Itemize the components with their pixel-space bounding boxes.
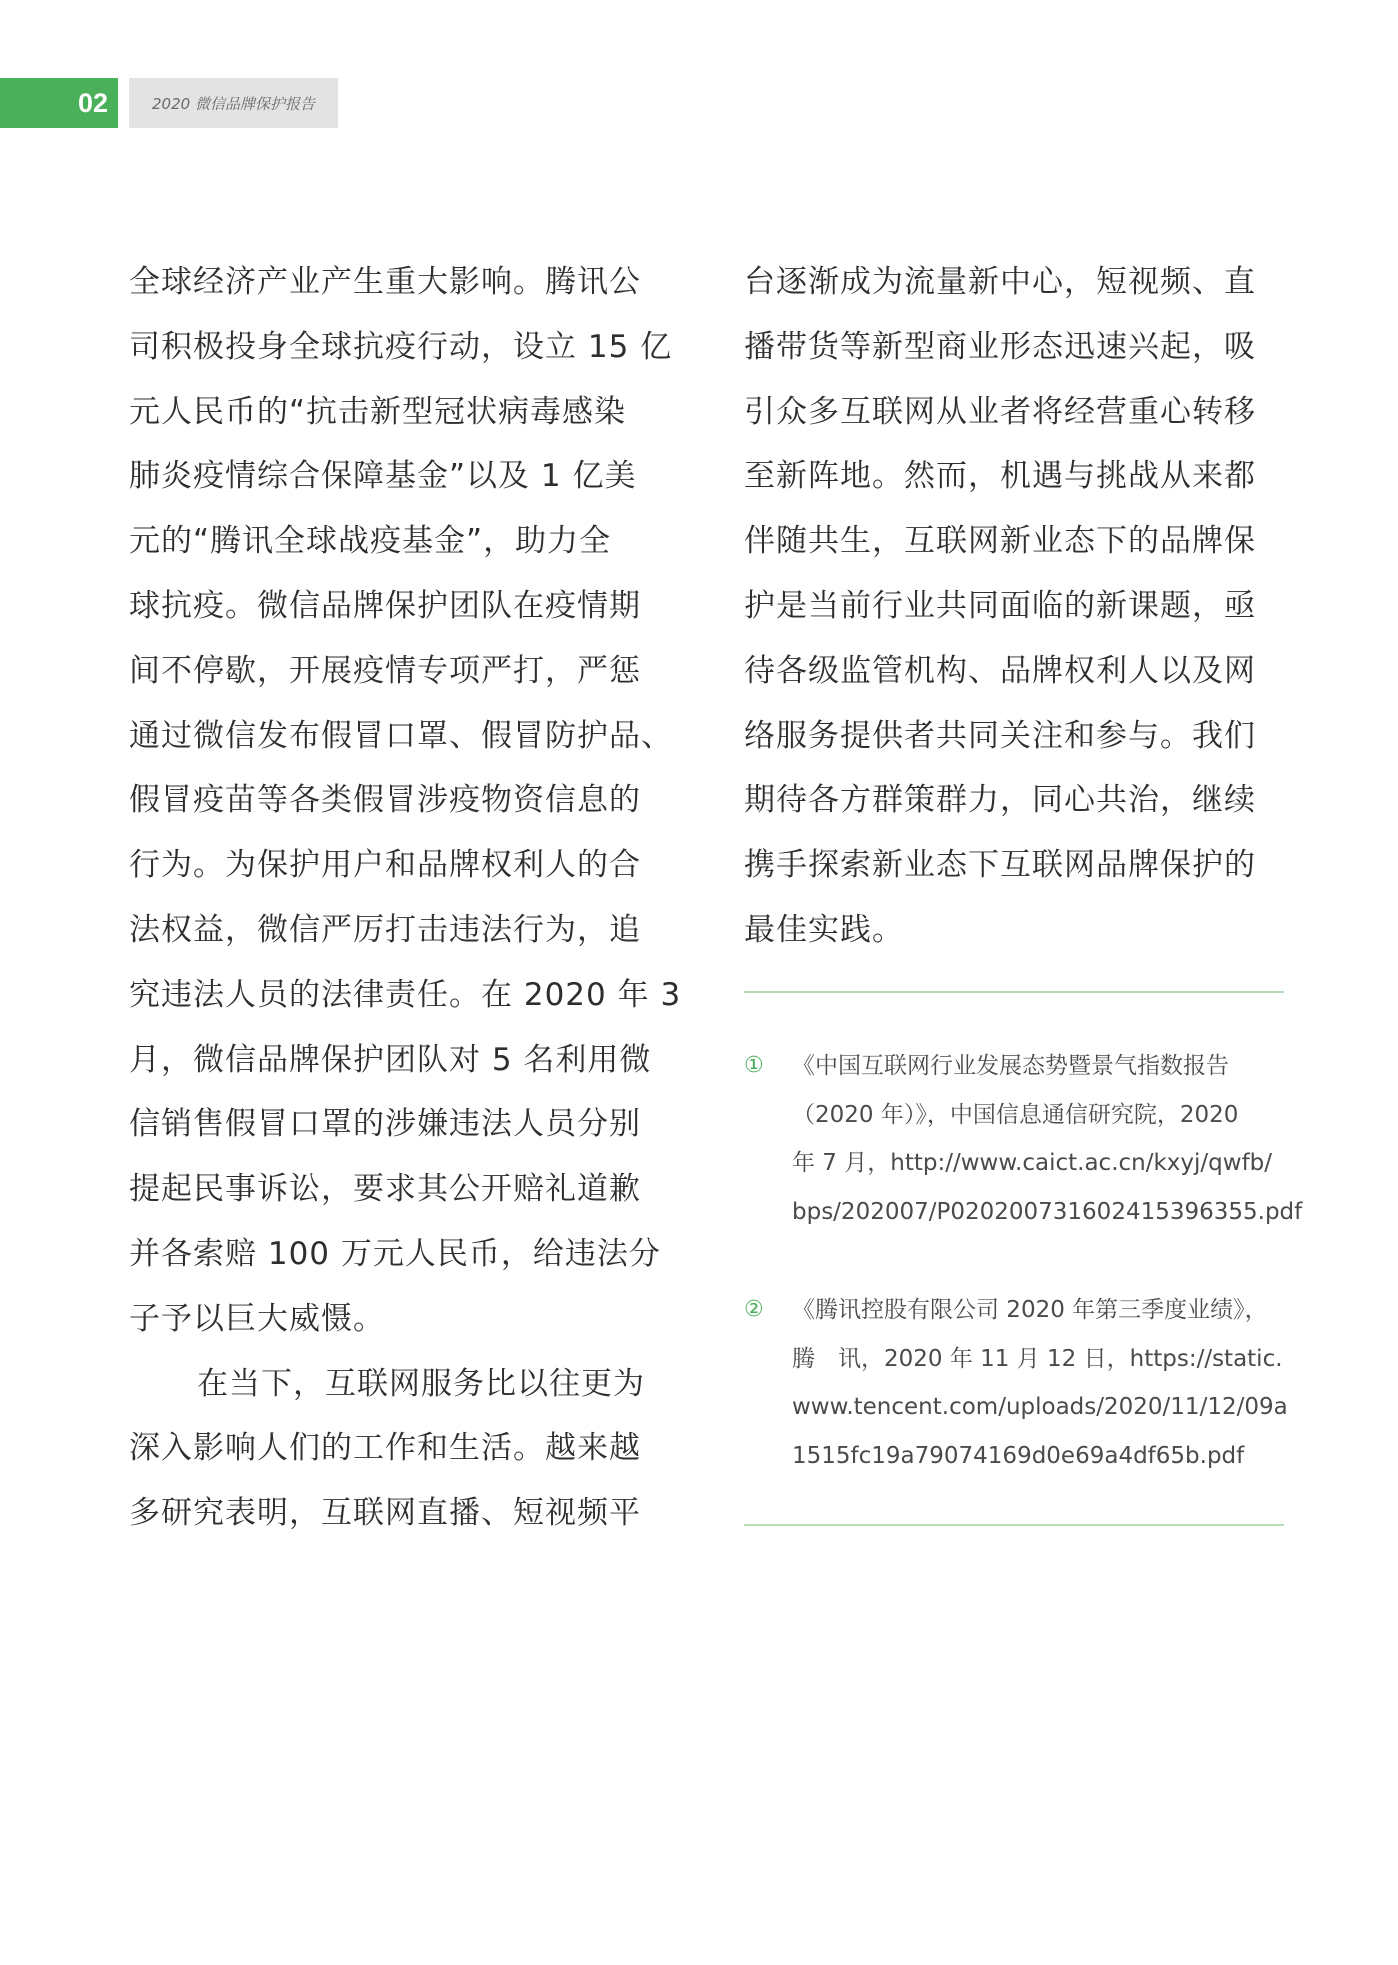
page-header (0, 78, 338, 128)
body-text-line: 络服务提供者共同关注和参与。我们 (744, 717, 1256, 754)
footnote-link-line[interactable]: 腾 讯，2020 年 11 月 12 日，https://static. (792, 1345, 1283, 1372)
body-text-line: 元的“腾讯全球战疫基金”，助力全 (129, 523, 612, 560)
body-text-line: 携手探索新业态下互联网品牌保护的 (744, 847, 1256, 884)
body-text-line: 法权益，微信严厉打击违法行为，追 (129, 911, 641, 948)
body-text-line: 最佳实践。 (744, 911, 904, 948)
footnote-text-line: （2020 年）》，中国信息通信研究院，2020 (792, 1101, 1239, 1128)
footnote-text-line: 《腾讯控股有限公司 2020 年第三季度业绩》， (792, 1297, 1268, 1323)
body-text-line: 司积极投身全球抗疫行动，设立 15 亿 (129, 328, 673, 365)
paragraph-start-line: 在当下，互联网服务比以往更为 (197, 1365, 645, 1402)
right-text-column (744, 250, 1284, 963)
footnote-2 (744, 1286, 1288, 1480)
body-text-line: 肺炎疫情综合保障基金”以及 1 亿美 (129, 458, 637, 495)
footnote-divider-top (744, 991, 1284, 993)
body-text-line: 全球经济产业产生重大影响。腾讯公 (129, 264, 641, 300)
header-gap (118, 78, 129, 128)
footnote-marker: ① (744, 1053, 764, 1078)
body-text-line: 至新阵地。然而，机遇与挑战从来都 (744, 458, 1256, 495)
report-title: 2020 微信品牌保护报告 (129, 78, 338, 128)
left-text-column (129, 250, 682, 1546)
footnote-divider-bottom (744, 1524, 1284, 1526)
body-text-line: 台逐渐成为流量新中心，短视频、直 (744, 264, 1256, 300)
footnote-link-line[interactable]: 1515fc19a79074169d0e69a4df65b.pdf (792, 1442, 1245, 1469)
body-text-line: 假冒疫苗等各类假冒涉疫物资信息的 (129, 782, 641, 819)
body-text-line: 行为。为保护用户和品牌权利人的合 (129, 847, 641, 884)
body-text-line: 提起民事诉讼，要求其公开赔礼道歉 (129, 1171, 641, 1208)
body-text-line: 间不停歇，开展疫情专项严打，严惩 (129, 652, 641, 689)
footnote-marker: ② (744, 1297, 764, 1322)
body-text-line: 并各索赔 100 万元人民币，给违法分 (129, 1235, 661, 1272)
body-text-line: 播带货等新型商业形态迅速兴起，吸 (744, 328, 1256, 365)
footnote-link-line[interactable]: 年 7 月，http://www.caict.ac.cn/kxyj/qwfb/ (792, 1150, 1273, 1177)
body-text-line: 期待各方群策群力，同心共治，继续 (744, 782, 1256, 819)
body-text-line: 球抗疫。微信品牌保护团队在疫情期 (129, 587, 641, 624)
body-text-line: 护是当前行业共同面临的新课题，亟 (744, 587, 1256, 624)
page-number: 02 (0, 78, 118, 128)
footnote-link-line[interactable]: www.tencent.com/uploads/2020/11/12/09a (792, 1394, 1288, 1421)
body-text-line: 信销售假冒口罩的涉嫌违法人员分别 (129, 1106, 641, 1143)
body-text-line: 待各级监管机构、品牌权利人以及网 (744, 652, 1256, 689)
footnote-1 (744, 1042, 1303, 1236)
body-text-line: 多研究表明，互联网直播、短视频平 (129, 1495, 641, 1532)
body-text-line: 月，微信品牌保护团队对 5 名利用微 (129, 1041, 652, 1078)
body-text-line: 伴随共生，互联网新业态下的品牌保 (744, 523, 1256, 560)
body-text-line: 元人民币的“抗击新型冠状病毒感染 (129, 393, 627, 430)
body-text-line: 通过微信发布假冒口罩、假冒防护品、 (129, 717, 673, 754)
body-text-line: 深入影响人们的工作和生活。越来越 (129, 1430, 641, 1467)
body-text-line: 子予以巨大威慑。 (129, 1300, 385, 1337)
body-text-line: 究违法人员的法律责任。在 2020 年 3 (129, 976, 682, 1013)
footnote-link-line[interactable]: bps/202007/P020200731602415396355.pdf (792, 1198, 1303, 1225)
body-text-line: 引众多互联网从业者将经营重心转移 (744, 393, 1256, 430)
footnote-text-line: 《中国互联网行业发展态势暨景气指数报告 (792, 1053, 1229, 1079)
